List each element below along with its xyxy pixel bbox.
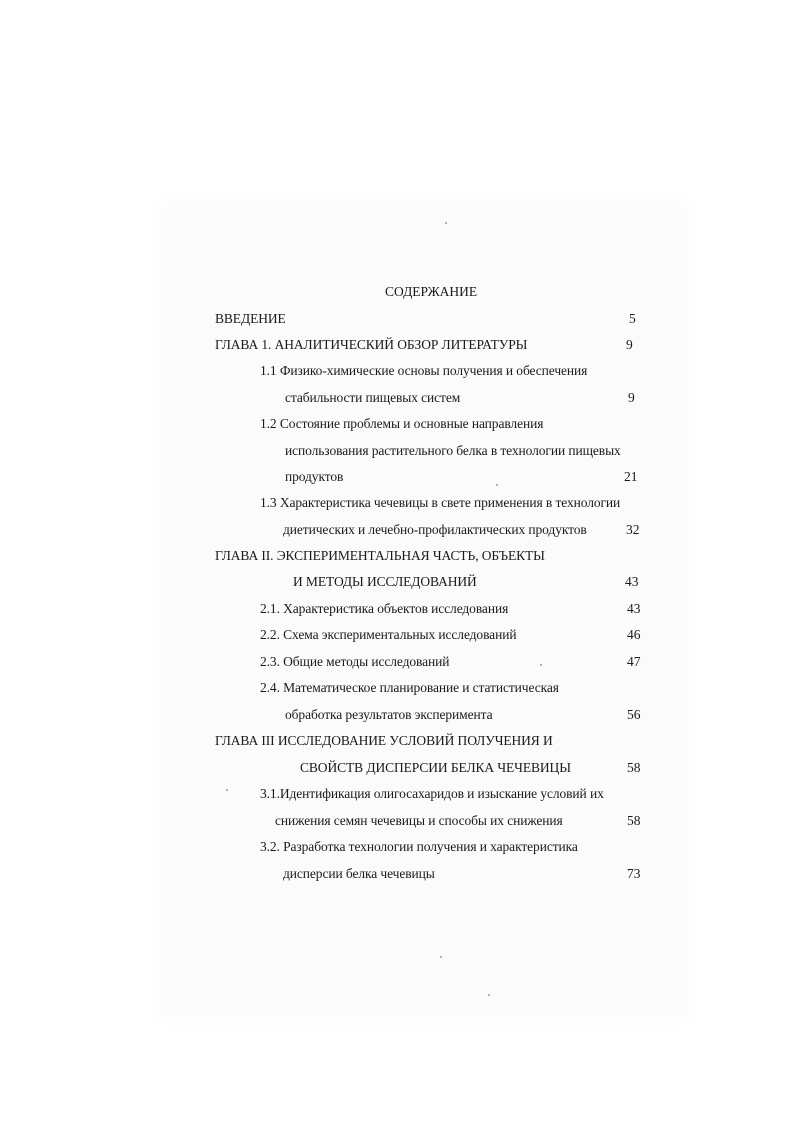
toc-entry-text: ГЛАВА II. ЭКСПЕРИМЕНТАЛЬНАЯ ЧАСТЬ, ОБЪЕКТЫ: [215, 548, 545, 563]
toc-entry-page: 43: [627, 601, 641, 616]
scan-speck: [488, 994, 490, 996]
toc-entry-text: И МЕТОДЫ ИССЛЕДОВАНИЙ: [293, 574, 477, 589]
toc-entry-text: обработка результатов эксперимента: [285, 707, 493, 722]
toc-entry-text: 1.2 Состояние проблемы и основные направления: [260, 416, 544, 431]
toc-entry-page: 32: [626, 522, 640, 537]
toc-entry-page: 47: [627, 654, 641, 669]
toc-entry-text: 3.2. Разработка технологии получения и характеристика: [260, 839, 578, 854]
toc-entry-text: ГЛАВА III ИССЛЕДОВАНИЕ УСЛОВИЙ ПОЛУЧЕНИЯ И: [215, 733, 553, 748]
toc-entry-text: 1.1 Физико-химические основы получения и обеспечения: [260, 363, 588, 378]
toc-entry-text: 3.1.Идентификация олигосахаридов и изыскание условий их: [260, 786, 604, 801]
toc-entry-page: 56: [627, 707, 641, 722]
scan-speck: [440, 956, 442, 958]
scan-speck: [226, 789, 228, 791]
toc-entry-page: 58: [627, 760, 641, 775]
scan-speck: [445, 222, 447, 224]
toc-entry-page: 58: [627, 813, 641, 828]
toc-entry-text: 2.1. Характеристика объектов исследования: [260, 601, 509, 616]
toc-entry-text: ВВЕДЕНИЕ: [215, 311, 286, 326]
scan-speck: [540, 664, 542, 666]
toc-entry-text: 1.3 Характеристика чечевицы в свете применения в технологии: [260, 495, 621, 510]
toc-entry-text: использования растительного белка в технологии пищевых: [285, 443, 621, 458]
scan-speck: [496, 484, 498, 486]
toc-entry-text: продуктов: [285, 469, 344, 484]
toc-entry-text: СВОЙСТВ ДИСПЕРСИИ БЕЛКА ЧЕЧЕВИЦЫ: [300, 760, 571, 775]
toc-entry-page: 21: [624, 469, 638, 484]
toc-entry-page: 73: [627, 866, 641, 881]
toc-entry-text: ГЛАВА 1. АНАЛИТИЧЕСКИЙ ОБЗОР ЛИТЕРАТУРЫ: [215, 337, 528, 352]
toc-entry-text: 2.3. Общие методы исследований: [260, 654, 450, 669]
toc-entry-text: снижения семян чечевицы и способы их снижения: [275, 813, 563, 828]
toc-entry-text: стабильности пищевых систем: [285, 390, 461, 405]
toc-title: СОДЕРЖАНИЕ: [385, 284, 478, 299]
toc-entry-page: 46: [627, 627, 641, 642]
toc-entry-text: дисперсии белка чечевицы: [283, 866, 435, 881]
toc-entry-page: 5: [629, 311, 636, 326]
toc-entry-text: 2.4. Математическое планирование и статистическая: [260, 680, 559, 695]
toc-entry-page: 9: [626, 337, 633, 352]
toc-entry-text: диетических и лечебно-профилактических продуктов: [283, 522, 587, 537]
toc-entry-text: 2.2. Схема экспериментальных исследований: [260, 627, 517, 642]
toc-entry-page: 43: [625, 574, 639, 589]
toc-entry-page: 9: [628, 390, 635, 405]
